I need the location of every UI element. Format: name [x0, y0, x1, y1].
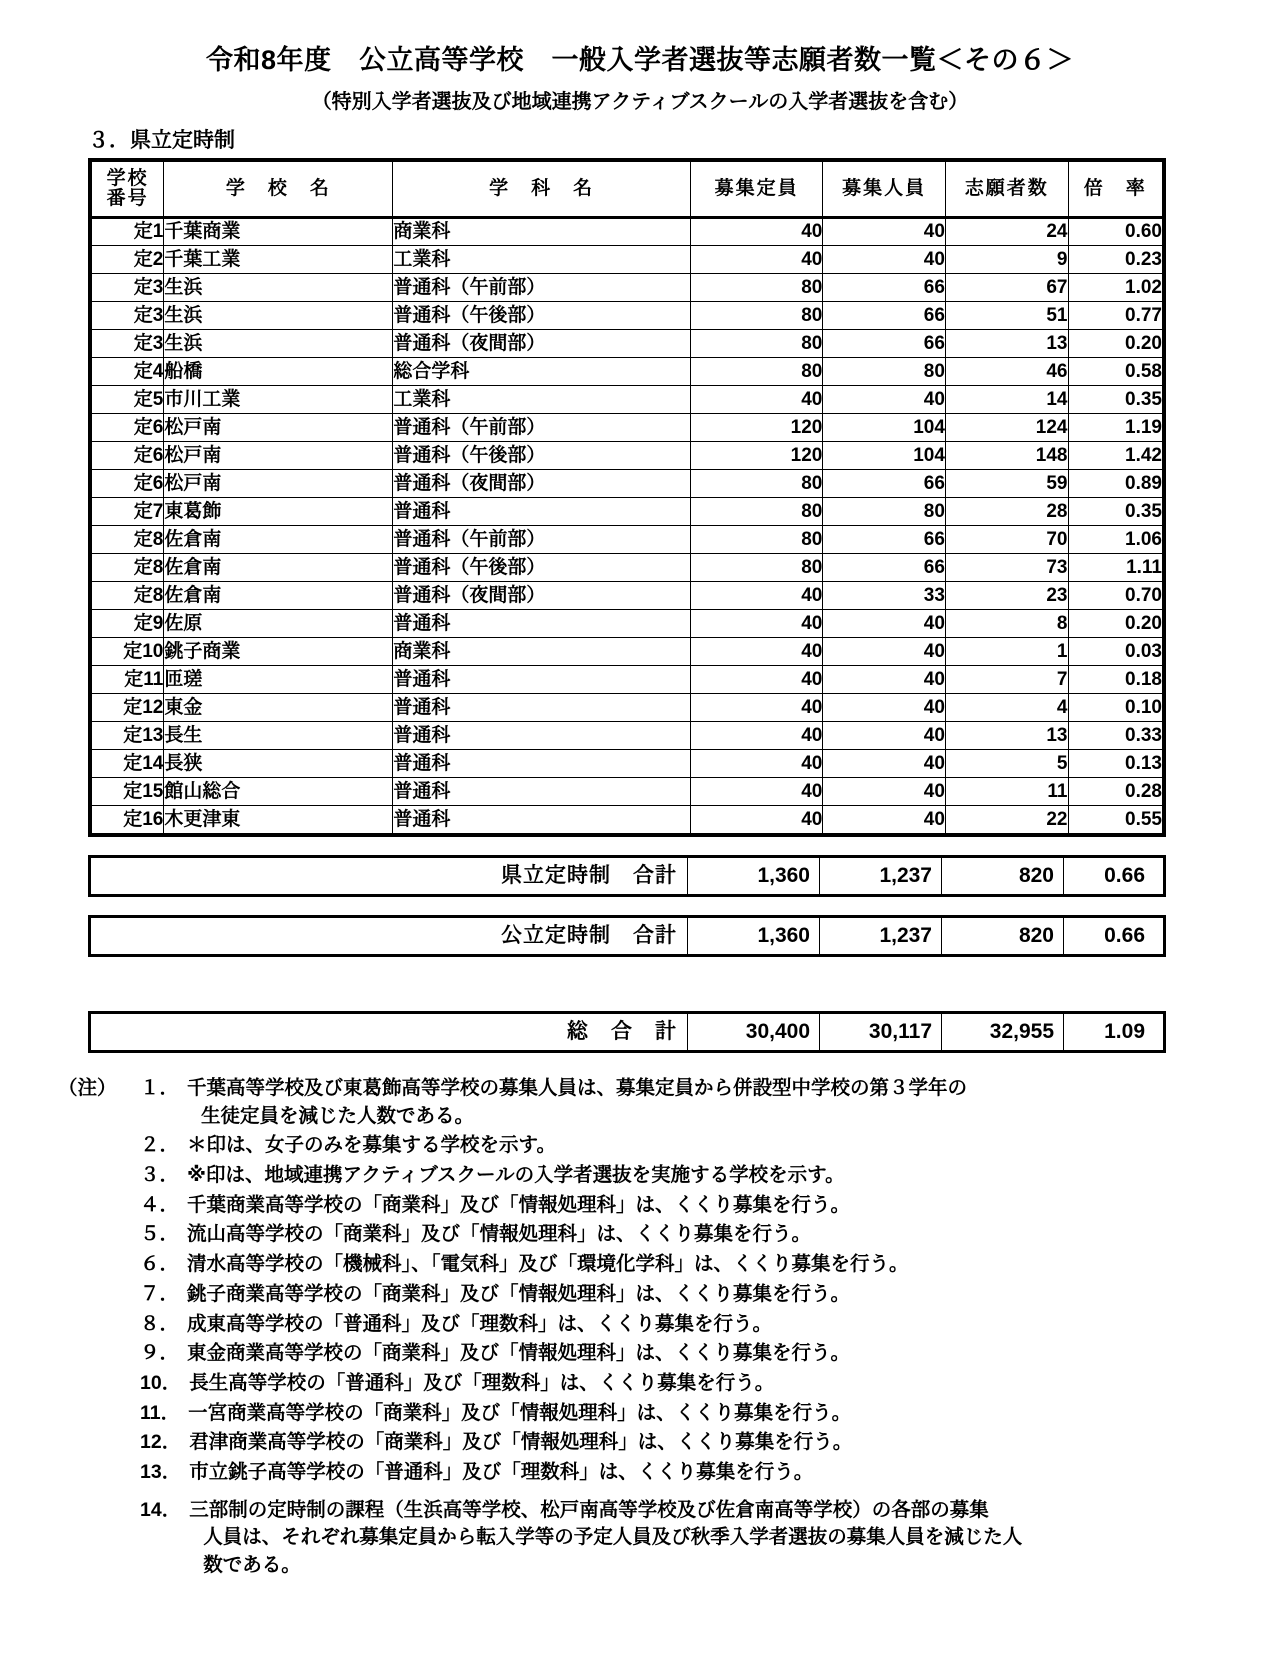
- cell-applicants: 51: [945, 302, 1068, 330]
- cell-school-number: 定4: [92, 358, 164, 386]
- note-text: [187, 1311, 1220, 1339]
- cell-applicants: 14: [945, 386, 1068, 414]
- cell-department-name: 普通科: [393, 666, 690, 694]
- note-line: 銚子商業高等学校の「商業科」及び「情報処理科」は、くくり募集を行う。: [187, 1282, 851, 1305]
- note-line: 千葉高等学校及び東葛飾高等学校の募集人員は、募集定員から併設型中学校の第３学年の: [187, 1077, 968, 1099]
- cell-ratio: 0.23: [1068, 246, 1163, 274]
- cell-capacity: 80: [823, 358, 946, 386]
- cell-capacity: 40: [823, 694, 946, 722]
- summary-label: 総 合 計: [567, 1020, 677, 1043]
- cell-school-name: 生浜: [164, 330, 393, 358]
- note-text: [189, 1429, 1220, 1457]
- note-text: [187, 1340, 1220, 1368]
- summary-quota: 30,400: [687, 1014, 819, 1050]
- column-header-department-name: 学 科 名: [393, 162, 690, 218]
- note-line: 人員は、それぞれ募集定員から転入学等の予定人員及び秋季入学者選抜の募集人員を減じた人: [203, 1526, 1023, 1549]
- cell-school-name: 千葉商業: [164, 218, 393, 246]
- cell-school-number: 定6: [92, 414, 164, 442]
- notes-heading: （注）: [58, 1077, 117, 1099]
- note-item: [140, 1281, 1220, 1309]
- cell-department-name: 商業科: [393, 218, 690, 246]
- summary-ratio: 1.09: [1063, 1014, 1157, 1050]
- cell-capacity: 66: [823, 470, 946, 498]
- cell-ratio: 1.42: [1068, 442, 1163, 470]
- cell-applicants: 5: [945, 750, 1068, 778]
- note-text: [189, 1459, 1220, 1487]
- note-line: 数である。: [203, 1554, 301, 1576]
- cell-quota: 40: [690, 722, 823, 750]
- note-item: [140, 1400, 1220, 1428]
- cell-school-name: 東葛飾: [164, 498, 393, 526]
- table-row: [92, 218, 1163, 246]
- table-row: [92, 694, 1163, 722]
- cell-quota: 40: [690, 638, 823, 666]
- cell-quota: 40: [690, 610, 823, 638]
- summary-capacity: 1,237: [819, 918, 941, 954]
- note-line: 一宮商業高等学校の「商業科」及び「情報処理科」は、くくり募集を行う。: [188, 1401, 852, 1424]
- cell-school-number: 定7: [92, 498, 164, 526]
- note-line: 君津商業高等学校の「商業科」及び「情報処理科」は、くくり募集を行う。: [189, 1431, 853, 1454]
- table-row: [92, 414, 1163, 442]
- cell-ratio: 0.89: [1068, 470, 1163, 498]
- cell-applicants: 70: [945, 526, 1068, 554]
- cell-applicants: 73: [945, 554, 1068, 582]
- summary-label: 公立定時制 合計: [501, 924, 677, 947]
- cell-department-name: 普通科（午前部）: [393, 414, 690, 442]
- summary-row-grand-total: [88, 1011, 1166, 1053]
- note-number: ８．: [140, 1312, 180, 1335]
- note-line: 清水高等学校の「機械科」、「電気科」及び「環境化学科」は、くくり募集を行う。: [187, 1253, 909, 1276]
- note-line: 三部制の定時制の課程（生浜高等学校、松戸南高等学校及び佐倉南高等学校）の各部の募集: [189, 1498, 989, 1521]
- note-item: [140, 1251, 1220, 1279]
- page-title: 令和8年度 公立高等学校 一般入学者選抜等志願者数一覧＜その６＞: [205, 45, 1074, 75]
- note-line: 東金商業高等学校の「商業科」及び「情報処理科」は、くくり募集を行う。: [187, 1342, 851, 1365]
- cell-department-name: 普通科: [393, 806, 690, 834]
- cell-applicants: 124: [945, 414, 1068, 442]
- cell-school-number: 定11: [92, 666, 164, 694]
- note-item: [140, 1132, 1220, 1160]
- note-line: 成東高等学校の「普通科」及び「理数科」は、くくり募集を行う。: [187, 1312, 773, 1335]
- cell-ratio: 1.06: [1068, 526, 1163, 554]
- note-number: 12．: [140, 1431, 182, 1454]
- table-row: [92, 806, 1163, 834]
- cell-school-number: 定6: [92, 442, 164, 470]
- table-row: [92, 778, 1163, 806]
- applicants-table-container: [88, 158, 1166, 837]
- note-text: [187, 1281, 1220, 1309]
- cell-ratio: 0.20: [1068, 330, 1163, 358]
- cell-quota: 80: [690, 554, 823, 582]
- cell-quota: 40: [690, 218, 823, 246]
- cell-capacity: 66: [823, 274, 946, 302]
- table-row: [92, 722, 1163, 750]
- cell-ratio: 0.60: [1068, 218, 1163, 246]
- cell-quota: 80: [690, 498, 823, 526]
- table-row: [92, 246, 1163, 274]
- cell-ratio: 1.11: [1068, 554, 1163, 582]
- cell-school-name: 佐倉南: [164, 582, 393, 610]
- cell-school-name: 松戸南: [164, 414, 393, 442]
- cell-quota: 80: [690, 302, 823, 330]
- cell-quota: 80: [690, 470, 823, 498]
- cell-ratio: 1.19: [1068, 414, 1163, 442]
- cell-school-name: 生浜: [164, 302, 393, 330]
- cell-department-name: 普通科: [393, 498, 690, 526]
- cell-school-name: 佐原: [164, 610, 393, 638]
- cell-school-name: 千葉工業: [164, 246, 393, 274]
- cell-ratio: 0.55: [1068, 806, 1163, 834]
- note-item: [140, 1497, 1220, 1580]
- summary-label: 県立定時制 合計: [501, 864, 677, 887]
- note-text: [187, 1221, 1220, 1249]
- note-text: [188, 1400, 1220, 1428]
- cell-school-name: 市川工業: [164, 386, 393, 414]
- applicants-table: [91, 161, 1163, 834]
- note-number: 13．: [140, 1460, 182, 1483]
- notes-list: [140, 1075, 1220, 1580]
- cell-quota: 40: [690, 386, 823, 414]
- cell-department-name: 総合学科: [393, 358, 690, 386]
- note-line: 千葉商業高等学校の「商業科」及び「情報処理科」は、くくり募集を行う。: [187, 1193, 851, 1216]
- cell-applicants: 28: [945, 498, 1068, 526]
- summary-row-prefectural-parttime: [88, 855, 1166, 897]
- cell-quota: 40: [690, 666, 823, 694]
- cell-quota: 40: [690, 694, 823, 722]
- table-row: [92, 554, 1163, 582]
- cell-school-name: 松戸南: [164, 442, 393, 470]
- summary-applicants: 820: [941, 918, 1063, 954]
- column-header-quota: 募集定員: [690, 162, 823, 218]
- cell-applicants: 67: [945, 274, 1068, 302]
- cell-ratio: 0.13: [1068, 750, 1163, 778]
- cell-capacity: 40: [823, 722, 946, 750]
- cell-department-name: 普通科（午前部）: [393, 274, 690, 302]
- cell-school-name: 佐倉南: [164, 554, 393, 582]
- cell-capacity: 104: [823, 414, 946, 442]
- cell-applicants: 11: [945, 778, 1068, 806]
- cell-school-name: 松戸南: [164, 470, 393, 498]
- cell-applicants: 24: [945, 218, 1068, 246]
- note-item: [140, 1192, 1220, 1220]
- cell-school-number: 定14: [92, 750, 164, 778]
- cell-school-name: 船橋: [164, 358, 393, 386]
- cell-ratio: 0.35: [1068, 498, 1163, 526]
- cell-department-name: 普通科（午後部）: [393, 442, 690, 470]
- note-item: [140, 1311, 1220, 1339]
- cell-applicants: 59: [945, 470, 1068, 498]
- cell-department-name: 普通科（午前部）: [393, 526, 690, 554]
- column-header-capacity: 募集人員: [823, 162, 946, 218]
- table-body: [92, 218, 1163, 834]
- cell-applicants: 8: [945, 610, 1068, 638]
- cell-capacity: 66: [823, 330, 946, 358]
- cell-applicants: 22: [945, 806, 1068, 834]
- cell-department-name: 普通科（夜間部）: [393, 582, 690, 610]
- note-number: ５．: [140, 1223, 180, 1246]
- cell-quota: 40: [690, 246, 823, 274]
- summary-quota: 1,360: [687, 918, 819, 954]
- note-number: 11．: [140, 1401, 181, 1424]
- cell-quota: 40: [690, 750, 823, 778]
- cell-applicants: 46: [945, 358, 1068, 386]
- cell-school-name: 木更津東: [164, 806, 393, 834]
- cell-school-number: 定3: [92, 330, 164, 358]
- cell-department-name: 普通科: [393, 694, 690, 722]
- cell-department-name: 普通科（午後部）: [393, 554, 690, 582]
- note-item: [140, 1459, 1220, 1487]
- cell-school-name: 銚子商業: [164, 638, 393, 666]
- column-header-school-number-line1: 学校: [106, 168, 149, 190]
- table-row: [92, 750, 1163, 778]
- table-row: [92, 330, 1163, 358]
- cell-quota: 80: [690, 526, 823, 554]
- table-row: [92, 526, 1163, 554]
- cell-capacity: 66: [823, 554, 946, 582]
- cell-ratio: 0.77: [1068, 302, 1163, 330]
- cell-ratio: 0.03: [1068, 638, 1163, 666]
- table-row: [92, 638, 1163, 666]
- cell-quota: 120: [690, 414, 823, 442]
- cell-school-name: 生浜: [164, 274, 393, 302]
- summary-ratio: 0.66: [1063, 858, 1157, 894]
- table-row: [92, 442, 1163, 470]
- table-row: [92, 274, 1163, 302]
- summary-quota: 1,360: [687, 858, 819, 894]
- cell-applicants: 13: [945, 330, 1068, 358]
- cell-school-name: 長狭: [164, 750, 393, 778]
- cell-school-number: 定9: [92, 610, 164, 638]
- cell-quota: 80: [690, 274, 823, 302]
- column-header-ratio: 倍 率: [1068, 162, 1163, 218]
- cell-school-number: 定12: [92, 694, 164, 722]
- note-number: ６．: [140, 1253, 180, 1276]
- cell-applicants: 23: [945, 582, 1068, 610]
- cell-quota: 120: [690, 442, 823, 470]
- cell-capacity: 40: [823, 750, 946, 778]
- cell-department-name: 普通科（夜間部）: [393, 330, 690, 358]
- summary-capacity: 1,237: [819, 858, 941, 894]
- table-header-row: [92, 162, 1163, 218]
- note-number: ３．: [140, 1164, 180, 1187]
- cell-ratio: 0.18: [1068, 666, 1163, 694]
- section-label: ３．県立定時制: [88, 129, 235, 152]
- cell-school-number: 定3: [92, 274, 164, 302]
- cell-ratio: 0.20: [1068, 610, 1163, 638]
- note-text: [187, 1162, 1220, 1190]
- column-header-school-number-line2: 番号: [106, 188, 149, 209]
- cell-school-name: 長生: [164, 722, 393, 750]
- column-header-school-name: 学 校 名: [164, 162, 393, 218]
- cell-capacity: 40: [823, 246, 946, 274]
- summary-applicants: 820: [941, 858, 1063, 894]
- table-row: [92, 582, 1163, 610]
- cell-quota: 80: [690, 358, 823, 386]
- cell-school-number: 定13: [92, 722, 164, 750]
- cell-school-number: 定15: [92, 778, 164, 806]
- note-number: ４．: [140, 1193, 180, 1216]
- note-text: [187, 1251, 1220, 1279]
- cell-school-number: 定5: [92, 386, 164, 414]
- cell-school-name: 匝瑳: [164, 666, 393, 694]
- note-line: ※印は、地域連携アクティブスクールの入学者選抜を実施する学校を示す。: [187, 1164, 845, 1187]
- cell-department-name: 普通科（夜間部）: [393, 470, 690, 498]
- note-number: 14．: [140, 1498, 182, 1521]
- table-row: [92, 498, 1163, 526]
- note-line: 市立銚子高等学校の「普通科」及び「理数科」は、くくり募集を行う。: [189, 1460, 814, 1483]
- note-line: 生徒定員を減じた人数である。: [201, 1104, 475, 1127]
- note-number: ２．: [140, 1134, 180, 1157]
- note-line: 流山高等学校の「商業科」及び「情報処理科」は、くくり募集を行う。: [187, 1223, 812, 1246]
- cell-department-name: 普通科: [393, 750, 690, 778]
- cell-school-number: 定8: [92, 582, 164, 610]
- cell-department-name: 普通科: [393, 610, 690, 638]
- cell-capacity: 80: [823, 498, 946, 526]
- cell-applicants: 4: [945, 694, 1068, 722]
- cell-ratio: 1.02: [1068, 274, 1163, 302]
- page-subtitle: （特別入学者選抜及び地域連携アクティブスクールの入学者選抜を含む）: [311, 91, 969, 113]
- cell-department-name: 商業科: [393, 638, 690, 666]
- cell-capacity: 40: [823, 610, 946, 638]
- note-text: [187, 1192, 1220, 1220]
- cell-capacity: 40: [823, 666, 946, 694]
- cell-capacity: 40: [823, 218, 946, 246]
- cell-school-name: 佐倉南: [164, 526, 393, 554]
- cell-applicants: 9: [945, 246, 1068, 274]
- note-line: ＊印は、女子のみを募集する学校を示す。: [187, 1134, 556, 1157]
- cell-capacity: 66: [823, 526, 946, 554]
- note-text: [187, 1075, 1220, 1130]
- cell-applicants: 7: [945, 666, 1068, 694]
- cell-school-number: 定8: [92, 554, 164, 582]
- cell-quota: 80: [690, 330, 823, 358]
- summary-capacity: 30,117: [819, 1014, 941, 1050]
- cell-capacity: 33: [823, 582, 946, 610]
- cell-department-name: 普通科（午後部）: [393, 302, 690, 330]
- column-header-applicants: 志願者数: [945, 162, 1068, 218]
- note-item: [140, 1340, 1220, 1368]
- cell-school-number: 定8: [92, 526, 164, 554]
- cell-school-number: 定3: [92, 302, 164, 330]
- cell-school-name: 館山総合: [164, 778, 393, 806]
- cell-department-name: 工業科: [393, 386, 690, 414]
- note-text: [187, 1132, 1220, 1160]
- cell-ratio: 0.28: [1068, 778, 1163, 806]
- note-line: 長生高等学校の「普通科」及び「理数科」は、くくり募集を行う。: [189, 1371, 775, 1394]
- note-item: [140, 1429, 1220, 1457]
- table-row: [92, 302, 1163, 330]
- cell-school-number: 定6: [92, 470, 164, 498]
- cell-quota: 40: [690, 778, 823, 806]
- table-row: [92, 470, 1163, 498]
- cell-capacity: 40: [823, 638, 946, 666]
- cell-school-name: 東金: [164, 694, 393, 722]
- column-header-school-number: [92, 162, 164, 218]
- cell-quota: 40: [690, 582, 823, 610]
- table-row: [92, 610, 1163, 638]
- table-row: [92, 358, 1163, 386]
- note-item: [140, 1075, 1220, 1130]
- table-row: [92, 386, 1163, 414]
- cell-ratio: 0.33: [1068, 722, 1163, 750]
- cell-applicants: 13: [945, 722, 1068, 750]
- note-text: [189, 1497, 1220, 1580]
- summary-row-public-parttime: [88, 915, 1166, 957]
- cell-applicants: 148: [945, 442, 1068, 470]
- cell-school-number: 定2: [92, 246, 164, 274]
- cell-department-name: 工業科: [393, 246, 690, 274]
- cell-school-number: 定16: [92, 806, 164, 834]
- cell-capacity: 40: [823, 386, 946, 414]
- cell-capacity: 40: [823, 806, 946, 834]
- note-item: [140, 1370, 1220, 1398]
- cell-applicants: 1: [945, 638, 1068, 666]
- cell-capacity: 66: [823, 302, 946, 330]
- note-number: ７．: [140, 1282, 180, 1305]
- note-number: 10．: [140, 1371, 182, 1394]
- note-number: ９．: [140, 1342, 180, 1365]
- summary-ratio: 0.66: [1063, 918, 1157, 954]
- note-text: [189, 1370, 1220, 1398]
- cell-department-name: 普通科: [393, 778, 690, 806]
- note-item: [140, 1221, 1220, 1249]
- note-number: １．: [140, 1077, 180, 1099]
- cell-department-name: 普通科: [393, 722, 690, 750]
- summary-applicants: 32,955: [941, 1014, 1063, 1050]
- notes-section: [0, 1075, 1280, 1580]
- cell-school-number: 定10: [92, 638, 164, 666]
- cell-ratio: 0.70: [1068, 582, 1163, 610]
- table-row: [92, 666, 1163, 694]
- document-page: [0, 38, 1280, 1654]
- cell-capacity: 104: [823, 442, 946, 470]
- cell-ratio: 0.35: [1068, 386, 1163, 414]
- table-header: [92, 162, 1163, 218]
- cell-ratio: 0.58: [1068, 358, 1163, 386]
- cell-capacity: 40: [823, 778, 946, 806]
- cell-school-number: 定1: [92, 218, 164, 246]
- note-item: [140, 1162, 1220, 1190]
- cell-ratio: 0.10: [1068, 694, 1163, 722]
- cell-quota: 40: [690, 806, 823, 834]
